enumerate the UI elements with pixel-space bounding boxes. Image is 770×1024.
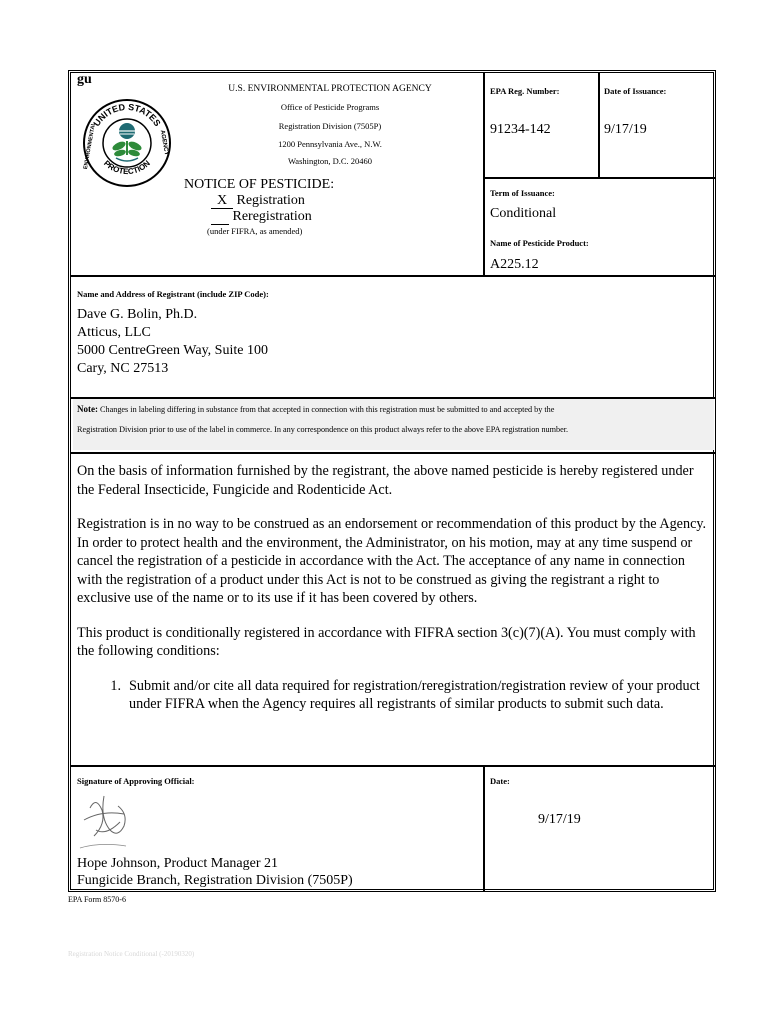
registrant-address — [77, 306, 268, 378]
office-name: Office of Pesticide Programs — [280, 102, 380, 112]
body-text — [77, 462, 711, 714]
registration-option — [211, 193, 305, 209]
registration-checkmark: X — [211, 194, 233, 209]
product-label: Name of Pesticide Product: — [490, 238, 589, 248]
registrant-city: Cary, NC 27513 — [77, 361, 169, 376]
reregistration-option — [211, 209, 312, 225]
term-value: Conditional — [490, 206, 557, 221]
signature-divider — [483, 765, 485, 892]
basis-paragraph: On the basis of information furnished by the registrant, the above named pesticide is hereby registered under the Federal Insecticide, Fungicide and Rodenticide Act. — [77, 463, 694, 498]
form-number: EPA Form 8570-6 — [68, 895, 126, 904]
division-name: Registration Division (7505P) — [278, 121, 382, 131]
corner-text: gu — [77, 72, 92, 87]
conditional-paragraph: This product is conditionally registered in accordance with FIFRA section 3(c)(7)(A). You must comply with the following conditions: — [77, 624, 696, 659]
seal-bottom-text: PROTECTION — [102, 158, 152, 177]
signature-label: Signature of Approving Official: — [77, 776, 195, 786]
seal-right-text: AGENCY — [158, 129, 170, 156]
product-name: A225.12 — [490, 257, 539, 272]
address-line1: 1200 Pennsylvania Ave., N.W. — [278, 139, 382, 149]
under-fifra-text: (under FIFRA, as amended) — [207, 226, 303, 236]
condition-text: Submit and/or cite all data required for registration/reregistration/registration review of your product under FIFRA when the Agency requires all registrants of similar products to submit such data. — [129, 677, 700, 712]
note-top-line — [71, 397, 716, 399]
issuance-label: Date of Issuance: — [604, 86, 667, 96]
handwritten-signature — [76, 790, 136, 852]
address-line2: Washington, D.C. 20460 — [287, 156, 373, 166]
signature-top-line — [71, 765, 716, 767]
date-label: Date: — [490, 776, 510, 786]
seal-left-text: ENVIRONMENTAL — [82, 121, 98, 170]
reg-number: 91234-142 — [490, 122, 551, 137]
registrant-top-line — [71, 275, 716, 277]
agency-name: U.S. ENVIRONMENTAL PROTECTION AGENCY — [228, 84, 432, 94]
registrant-street: 5000 CentreGreen Way, Suite 100 — [77, 343, 268, 358]
watermark-text: Registration Notice Conditional (-20190320) — [68, 950, 195, 958]
reregistration-blank — [211, 210, 229, 225]
seal-top-text: UNITED STATES — [91, 101, 163, 129]
condition-item — [77, 677, 711, 714]
note-bottom-line — [71, 452, 716, 454]
reg-date-divider — [598, 73, 600, 177]
note-text-line2: Registration Division prior to use of the label in commerce. In any correspondence on this product always refer to the above EPA registration number. — [77, 425, 569, 434]
registrant-name: Dave G. Bolin, Ph.D. — [77, 307, 198, 322]
note-label: Note: — [77, 404, 98, 414]
endorsement-paragraph: Registration is in no way to be construed as an endorsement or recommendation of this product by the Agency. In order to protect health and the environment, the Administrator, on his motion, may at any time suspend or cancel the registration of a pesticide in accordance with the Act. The acceptance of any name in connection with the registration of a product under this Act is not to be construed as giving the registrant a right to exclusive use of the name or to its use if it has been covered by others. — [77, 516, 707, 606]
registrant-company: Atticus, LLC — [77, 325, 151, 340]
note-text-line1: Changes in labeling differing in substance from that accepted in connection with this registration must be submitted to and accepted by the — [100, 405, 555, 414]
note-line1 — [77, 404, 554, 414]
header-divider — [483, 73, 485, 275]
term-label: Term of Issuance: — [490, 188, 555, 198]
official-branch: Fungicide Branch, Registration Division (7505P) — [77, 873, 353, 888]
reregistration-label: Reregistration — [232, 209, 312, 224]
notice-title: NOTICE OF PESTICIDE: — [184, 177, 335, 192]
registrant-label: Name and Address of Registrant (include ZIP Code): — [77, 289, 269, 299]
official-name: Hope Johnson, Product Manager 21 — [77, 856, 279, 871]
condition-number: 1. — [110, 677, 121, 694]
issuance-date: 9/17/19 — [604, 122, 647, 137]
epa-seal-icon — [82, 98, 172, 188]
signature-date: 9/17/19 — [538, 812, 581, 827]
term-top-line — [483, 177, 716, 179]
reg-number-label: EPA Reg. Number: — [490, 86, 560, 96]
registration-label: Registration — [236, 193, 305, 208]
